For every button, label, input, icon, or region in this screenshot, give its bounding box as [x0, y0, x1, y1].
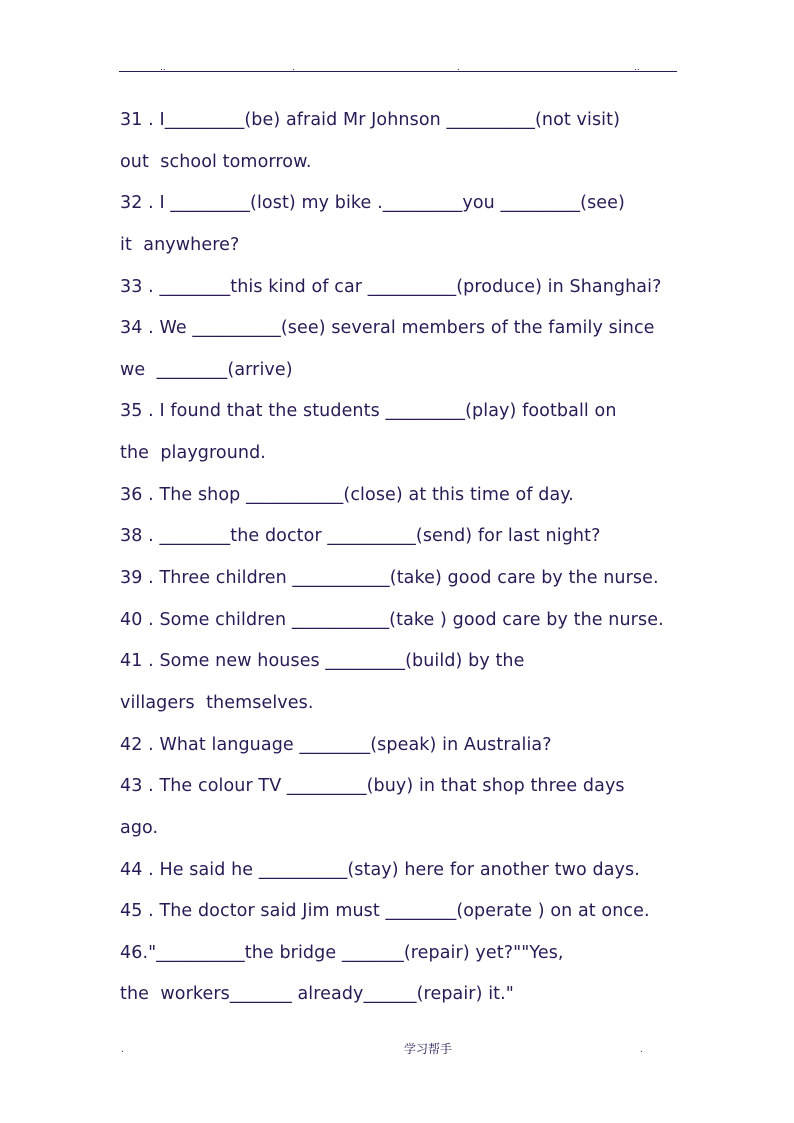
footer-label: 学习帮手 — [404, 1042, 453, 1056]
exercise-line: 46."__________the bridge _______(repair) yet?""Yes, — [120, 942, 564, 963]
exercise-line: 35 . I found that the students _________(play) football on — [120, 401, 617, 422]
exercise-line: 34 . We __________(see) several members of the family since — [120, 318, 655, 339]
header-dot: .. — [634, 63, 640, 73]
exercise-line: 33 . ________this kind of car __________(produce) in Shanghai? — [120, 276, 662, 297]
exercise-line: 45 . The doctor said Jim must ________(operate ) on at once. — [120, 901, 650, 922]
exercise-line: out school tomorrow. — [120, 151, 312, 172]
exercise-line: 32 . I _________(lost) my bike ._________you _________(see) — [120, 193, 625, 214]
exercise-line: 38 . ________the doctor __________(send) for last night? — [120, 526, 601, 547]
exercise-line: 40 . Some children ___________(take ) good care by the nurse. — [120, 609, 664, 630]
header-dot: .. — [160, 63, 166, 73]
exercise-line: 41 . Some new houses _________(build) by the — [120, 651, 525, 672]
exercise-line: it anywhere? — [120, 234, 240, 255]
exercise-line: 43 . The colour TV _________(buy) in that shop three days — [120, 776, 625, 797]
exercise-line: 31 . I_________(be) afraid Mr Johnson __________(not visit) — [120, 110, 621, 130]
exercise-line: 44 . He said he __________(stay) here for another two days. — [120, 859, 640, 880]
exercise-line: the playground. — [120, 443, 266, 464]
exercise-line: villagers themselves. — [120, 692, 314, 713]
exercise-line: the workers_______ already______(repair) it." — [120, 984, 514, 1005]
header-dot: . — [457, 63, 460, 73]
exercise-line: 39 . Three children ___________(take) good care by the nurse. — [120, 568, 659, 589]
header-dot: . — [292, 63, 295, 73]
header-rule — [119, 71, 677, 72]
footer-dot: . — [121, 1045, 124, 1055]
footer-dot: . — [640, 1045, 643, 1055]
exercise-line: 36 . The shop ___________(close) at this time of day. — [120, 484, 574, 505]
exercise-content — [120, 100, 690, 1016]
exercise-line: 42 . What language ________(speak) in Australia? — [120, 734, 552, 755]
exercise-line: ago. — [120, 817, 159, 838]
exercise-line: we ________(arrive) — [120, 359, 293, 380]
